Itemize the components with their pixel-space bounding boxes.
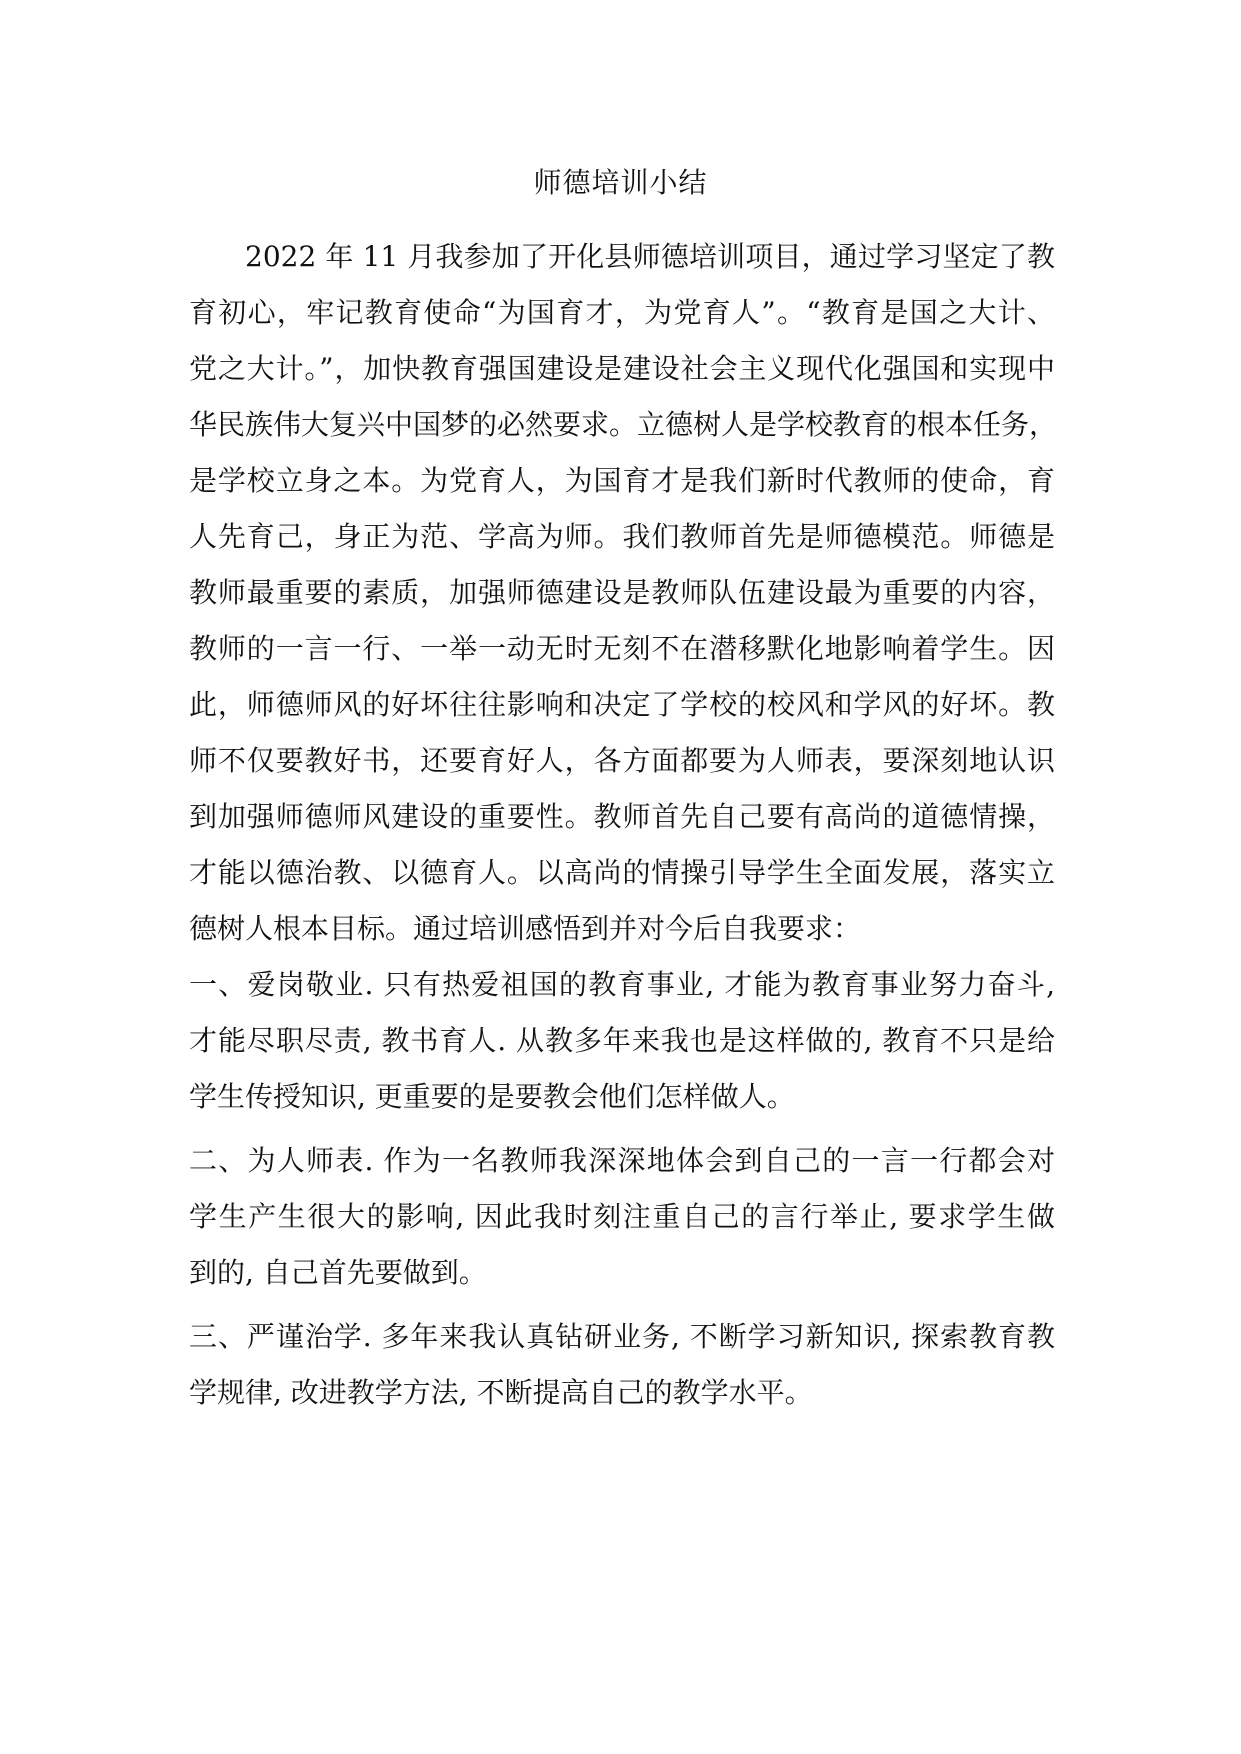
document-body [189, 229, 1058, 1421]
text-line: 才能尽职尽责, 教书育人. 从教多年来我也是这样做的, 教育不只是给 [189, 1024, 1055, 1057]
text-line: 到加强师德师风建设的重要性。教师首先自己要有高尚的道德情操， [189, 800, 1055, 833]
paragraph-gap [189, 1125, 1055, 1133]
document-title: 师德培训小结 [533, 166, 708, 199]
text-line: 2022 年 11 月我参加了开化县师德培训项目，通过学习坚定了教 [245, 240, 1055, 273]
text-line: 育初心，牢记教育使命“为国育才，为党育人”。“教育是国之大计、 [189, 296, 1055, 329]
paragraph-gap [189, 1301, 1055, 1309]
text-line: 才能以德治教、以德育人。以高尚的情操引导学生全面发展，落实立 [189, 856, 1055, 889]
text-line: 华民族伟大复兴中国梦的必然要求。立德树人是学校教育的根本任务， [189, 408, 1058, 441]
section-2-paragraph [189, 1133, 1055, 1301]
text-line: 教师的一言一行、一举一动无时无刻不在潜移默化地影响着学生。因 [189, 632, 1055, 665]
section-1-paragraph [189, 957, 1055, 1125]
text-line: 党之大计。”，加快教育强国建设是建设社会主义现代化强国和实现中 [189, 352, 1055, 385]
text-line: 三、严谨治学. 多年来我认真钻研业务, 不断学习新知识, 探索教育教 [189, 1320, 1055, 1353]
text-line: 一、爱岗敬业. 只有热爱祖国的教育事业, 才能为教育事业努力奋斗, [189, 968, 1055, 1001]
text-line: 德树人根本目标。通过培训感悟到并对今后自我要求： [189, 912, 862, 945]
text-line: 此，师德师风的好坏往往影响和决定了学校的校风和学风的好坏。教 [189, 688, 1055, 721]
intro-paragraph [189, 229, 1058, 957]
section-3-paragraph [189, 1309, 1055, 1421]
text-line: 学生产生很大的影响, 因此我时刻注重自己的言行举止, 要求学生做 [189, 1200, 1055, 1233]
text-line: 学规律, 改进教学方法, 不断提高自己的教学水平。 [189, 1376, 813, 1409]
text-line: 学生传授知识, 更重要的是要教会他们怎样做人。 [189, 1080, 795, 1113]
text-line: 教师最重要的素质，加强师德建设是教师队伍建设最为重要的内容， [189, 576, 1055, 609]
text-line: 二、为人师表. 作为一名教师我深深地体会到自己的一言一行都会对 [189, 1144, 1055, 1177]
text-line: 师不仅要教好书，还要育好人，各方面都要为人师表，要深刻地认识 [189, 744, 1055, 777]
text-line: 是学校立身之本。为党育人，为国育才是我们新时代教师的使命，育 [189, 464, 1055, 497]
text-line: 人先育己，身正为范、学高为师。我们教师首先是师德模范。师德是 [189, 520, 1055, 553]
text-line: 到的, 自己首先要做到。 [189, 1256, 487, 1289]
